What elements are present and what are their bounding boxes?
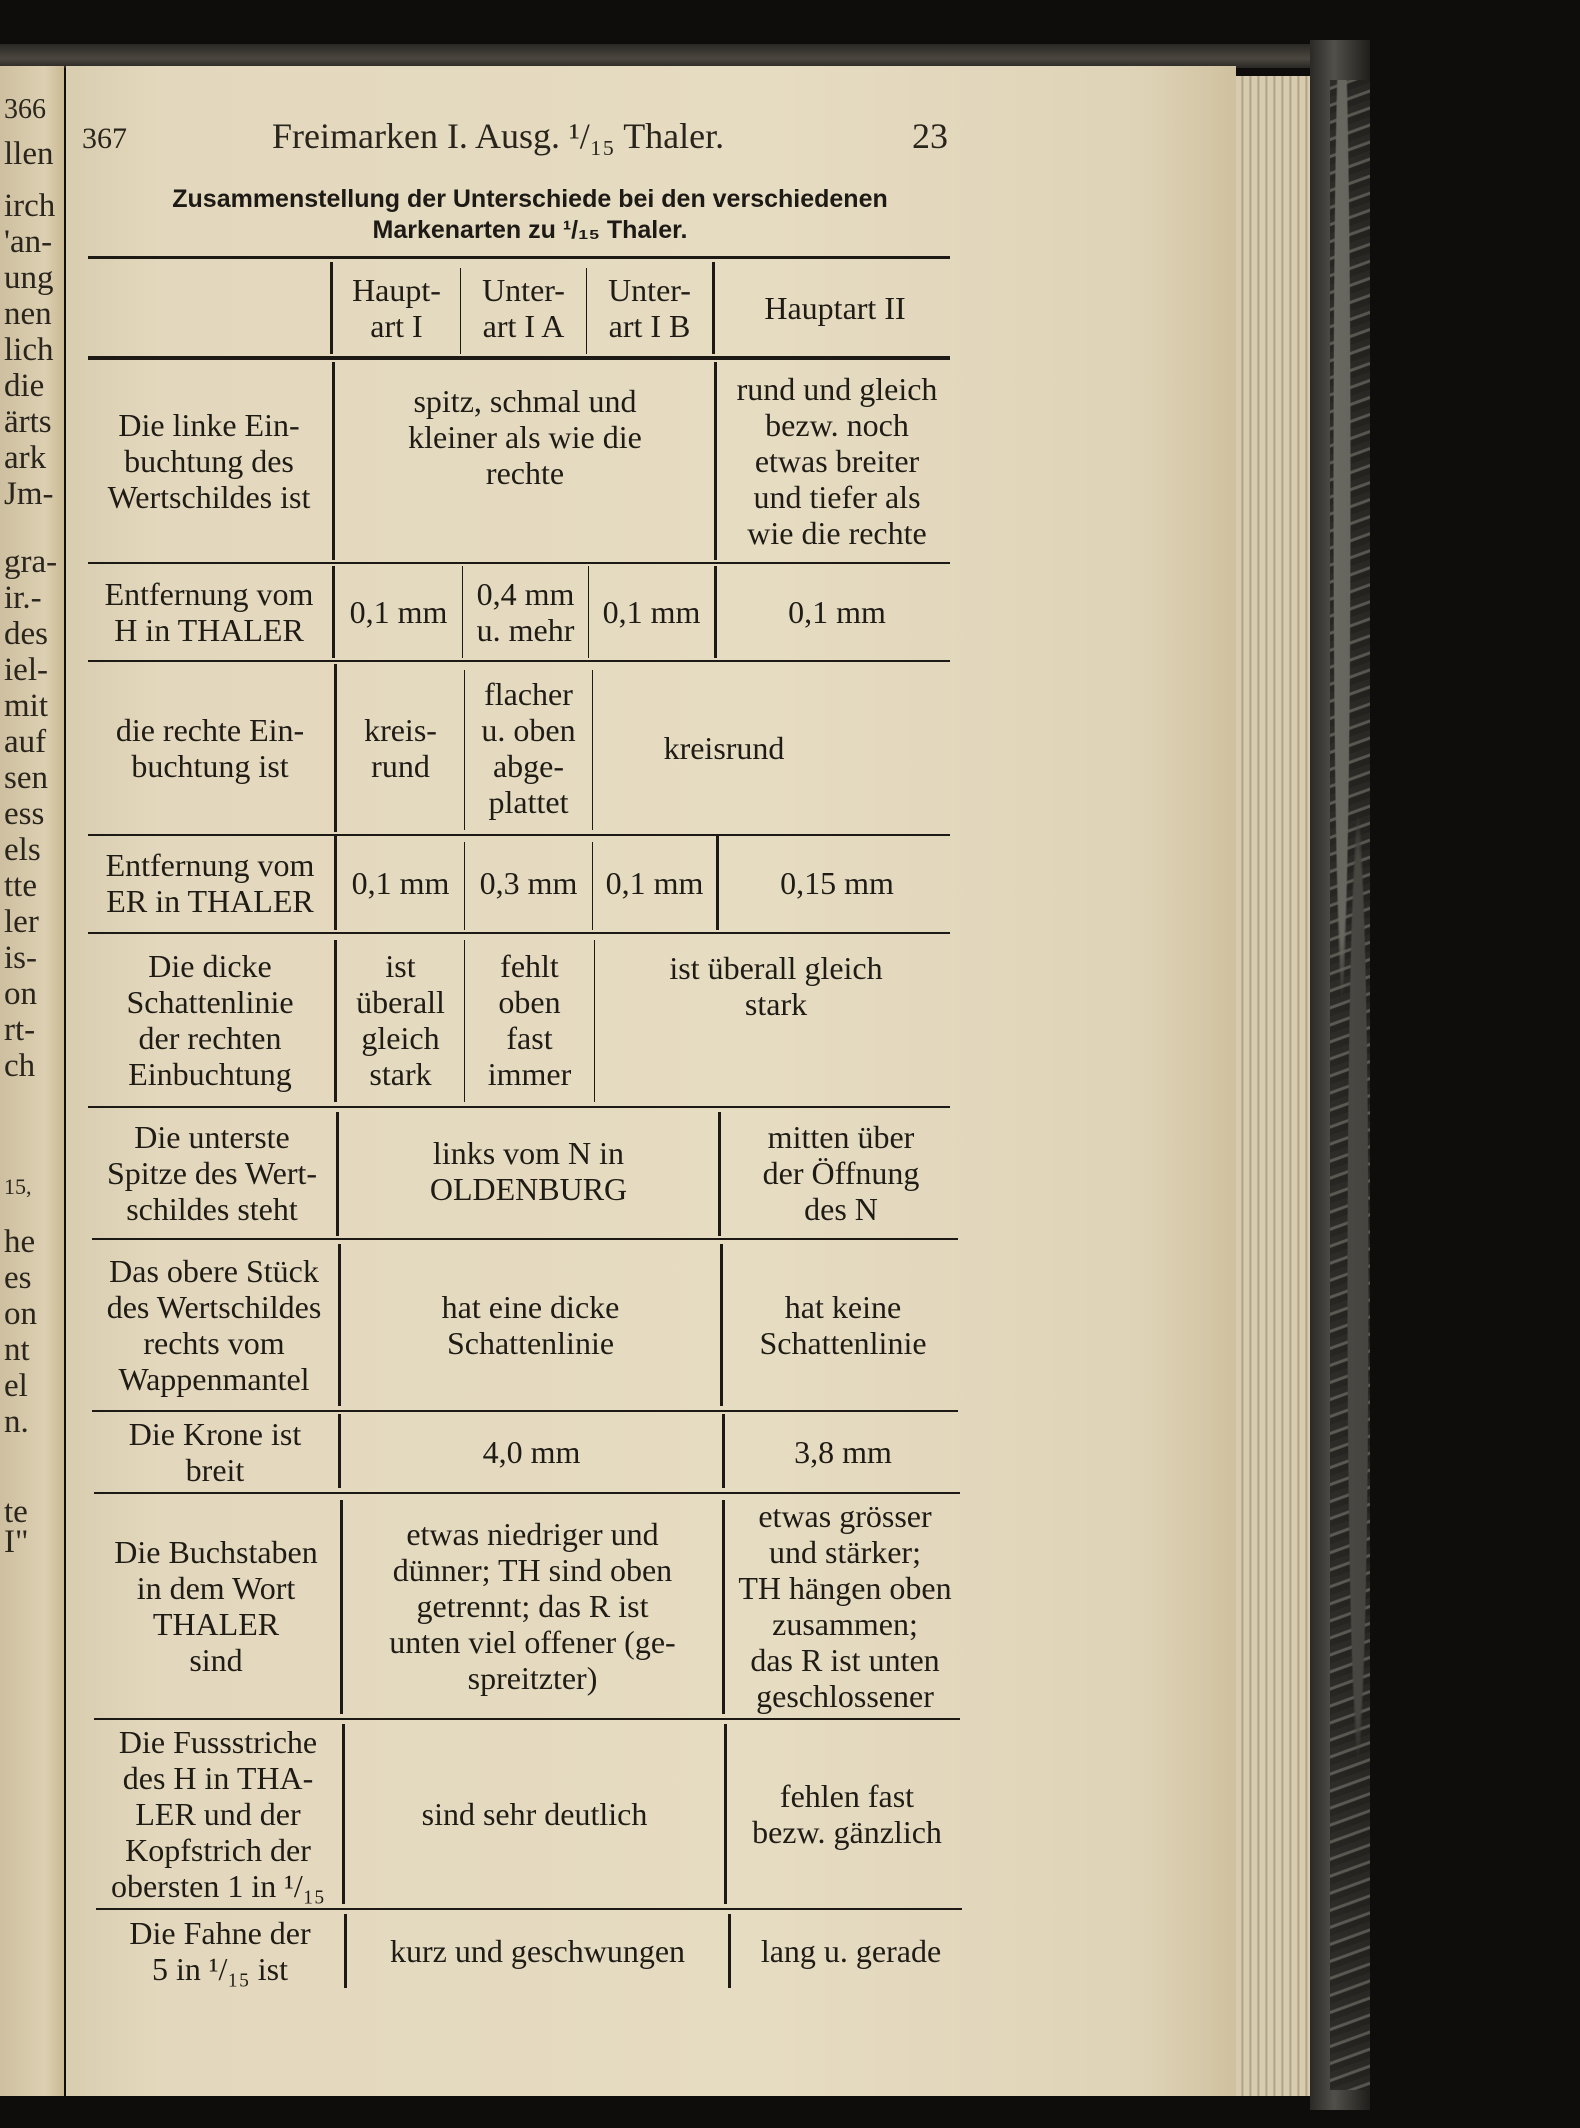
left-fragment: nen (4, 296, 52, 332)
left-fragment: is- (4, 940, 37, 976)
left-fragment: I" (4, 1524, 29, 1560)
table-cell: kreisrund (663, 730, 785, 766)
left-fragment: ärts (4, 404, 52, 440)
left-fragment: ark (4, 440, 47, 476)
left-fragment: auf (4, 724, 47, 760)
row-label: Die unterste Spitze des Wert- schildes steht (106, 1119, 318, 1227)
left-fragment: iel- (4, 652, 48, 688)
table-cell: lang u. gerade (760, 1933, 942, 1969)
column-header: Unter- art I B (608, 272, 691, 344)
left-fragment: ler (4, 904, 39, 940)
left-fragment: ung (4, 260, 54, 296)
table-cell: 0,1 mm (602, 594, 701, 630)
left-fragment: el (4, 1368, 28, 1404)
page-edges (1236, 76, 1310, 2096)
row-label: die rechte Ein- buchtung ist (115, 712, 305, 784)
row-rule (88, 562, 950, 564)
table-cell: etwas niedriger und dünner; TH sind oben getrennt; das R ist unten viel offener (ge- spreitzter) (389, 1516, 676, 1696)
table-cell: hat eine dicke Schattenlinie (441, 1289, 620, 1361)
left-fragment: nt (4, 1332, 30, 1368)
left-fragment: els (4, 832, 41, 868)
column-header: Haupt- art I (352, 272, 441, 344)
left-fragment: sen (4, 760, 48, 796)
row-label: Die Fahne der 5 in ¹/₁₅ ist (129, 1915, 311, 1987)
row-label: Die Krone ist breit (128, 1416, 302, 1488)
table-cell: 0,1 mm (351, 865, 450, 901)
table-cell: kreis- rund (364, 712, 437, 784)
left-fragment: Jm- (4, 476, 54, 512)
table-caption (90, 184, 970, 246)
column-header: Hauptart II (764, 290, 906, 326)
marbled-cover-pattern (1330, 80, 1370, 2090)
left-fragment: gra- (4, 544, 58, 580)
table-cell: flacher u. oben abge- plattet (481, 676, 576, 820)
running-title: Freimarken I. Ausg. ¹/₁₅ Thaler. (272, 116, 725, 156)
row-label: Das obere Stück des Wertschildes rechts vom Wappenmantel (106, 1253, 322, 1397)
left-fragment: lich (4, 332, 54, 368)
left-fragment: ess (4, 796, 45, 832)
row-label: Die Fussstriche des H in THA- LER und der Kopfstrich der obersten 1 in ¹/₁₅ (110, 1724, 326, 1904)
table-cell: fehlt oben fast immer (487, 948, 572, 1092)
left-fragment: te (4, 1494, 28, 1530)
table-cell: 0,1 mm (349, 594, 448, 630)
left-fragment: on (4, 1296, 37, 1332)
caption-line: Zusammenstellung der Unterschiede bei den verschiedenen (172, 185, 888, 213)
column-header: Unter- art I A (482, 272, 565, 344)
row-label: Entfernung vom ER in THALER (105, 847, 315, 919)
left-fragment: rt- (4, 1012, 36, 1048)
table-cell: sind sehr deutlich (421, 1796, 648, 1832)
table-cell: etwas grösser und stärker; TH hängen oben zusammen; das R ist unten geschlossener (738, 1498, 952, 1714)
row-label: Die dicke Schattenlinie der rechten Einbuchtung (126, 948, 294, 1092)
table-cell: hat keine Schattenlinie (759, 1289, 927, 1361)
row-label: Die linke Ein- buchtung des Wertschildes ist (107, 407, 311, 515)
header-bottom-rule (88, 356, 950, 360)
table-cell: 0,1 mm (605, 865, 704, 901)
table-cell: ist überall gleich stark (356, 948, 445, 1092)
book-top-edge (0, 44, 1370, 68)
left-fragment: mit (4, 688, 49, 724)
left-fragment: he (4, 1224, 36, 1260)
left-fragment: n. (4, 1404, 29, 1440)
table-cell: rund und gleich bezw. noch etwas breiter und tiefer als wie die rechte (736, 371, 938, 551)
table-cell: kurz und geschwungen (389, 1933, 686, 1969)
left-fragment: des (4, 616, 48, 652)
left-fragment: ch (4, 1048, 36, 1084)
row-label: Entfernung vom H in THALER (104, 576, 314, 648)
page-number: 23 (912, 116, 948, 156)
table-cell: 4,0 mm (482, 1434, 581, 1470)
table-cell: 3,8 mm (794, 1434, 892, 1470)
table-cell: mitten über der Öffnung des N (762, 1119, 920, 1227)
table-cell: ist überall gleich stark (669, 950, 883, 1022)
left-page-margin (0, 66, 64, 2096)
left-fragment: irch (4, 188, 56, 224)
page-reference: 367 (82, 122, 127, 155)
row-label: Die Buchstaben in dem Wort THALER sind (114, 1534, 318, 1678)
left-fragment: tte (4, 868, 37, 904)
left-fragment: 15, (4, 1174, 32, 1199)
row-rule (88, 660, 950, 662)
table-cell: 0,3 mm (479, 865, 578, 901)
left-fragment: es (4, 1260, 32, 1296)
table-cell: 0,15 mm (780, 865, 894, 901)
left-page-number: 366 (4, 94, 46, 125)
table-cell: links vom N in OLDENBURG (429, 1135, 628, 1207)
column-rule (332, 362, 335, 560)
left-fragment: die (4, 368, 45, 404)
table-top-rule (88, 256, 950, 259)
table-cell: 0,1 mm (788, 594, 886, 630)
row-rule (88, 932, 950, 934)
left-fragment: ir.- (4, 580, 42, 616)
table-cell: spitz, schmal und kleiner als wie die rechte (408, 383, 642, 491)
left-fragment: 'an- (4, 224, 53, 260)
table-cell: 0,4 mm u. mehr (476, 576, 575, 648)
table-cell: fehlen fast bezw. gänzlich (752, 1778, 942, 1850)
left-fragment: on (4, 976, 37, 1012)
caption-line: Markenarten zu ¹/₁₅ Thaler. (372, 216, 688, 244)
left-fragment: llen (4, 136, 54, 172)
